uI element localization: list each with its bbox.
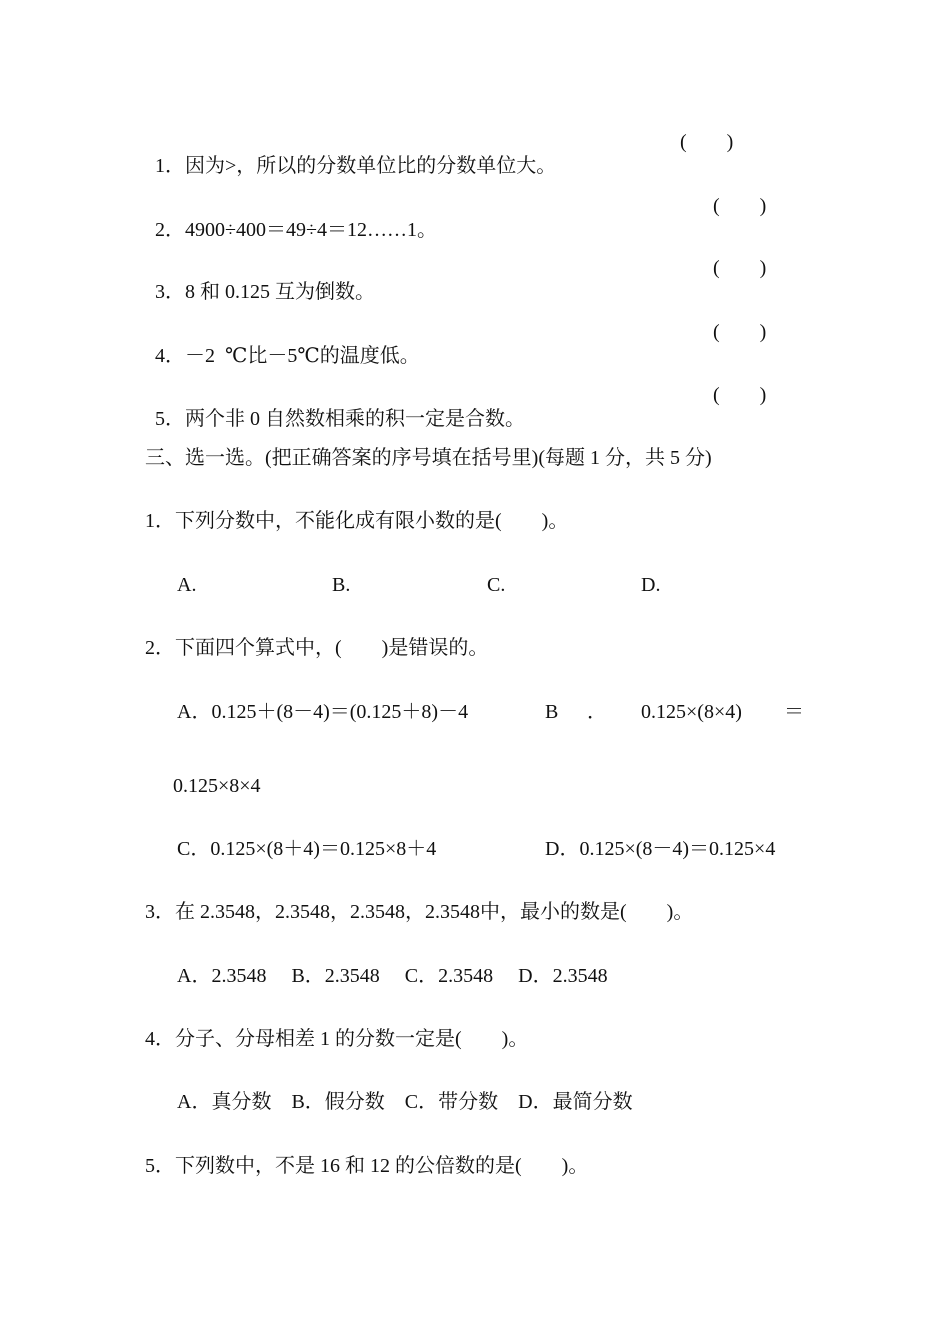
judge-text: 两个非 0 自然数相乘的积一定是合数。 <box>185 408 525 430</box>
answer-blank-5[interactable]: ( ) <box>713 384 767 406</box>
answer-blank-3[interactable]: ( ) <box>713 257 767 279</box>
judge-number: 1． <box>155 155 185 177</box>
judge-text: 8 和 0.125 互为倒数。 <box>185 281 375 303</box>
q4-options[interactable]: A．真分数 B．假分数 C．带分数 D．最简分数 <box>177 1091 633 1113</box>
question-1-stem: 1．下列分数中，不能化成有限小数的是( )。 <box>145 510 569 532</box>
judge-item-4 <box>145 320 420 368</box>
judge-number: 3． <box>155 281 185 303</box>
q2-option-b-letter[interactable]: B <box>545 701 559 723</box>
question-4-stem: 4．分子、分母相差 1 的分数一定是( )。 <box>145 1028 529 1050</box>
judge-item-3 <box>145 256 375 304</box>
q2-option-b-continued: 0.125×8×4 <box>173 775 261 797</box>
q1-option-a[interactable]: A. <box>177 574 197 596</box>
judge-number: 2． <box>155 219 185 241</box>
judge-item-2 <box>145 194 437 242</box>
answer-blank-1[interactable]: ( ) <box>680 131 734 153</box>
judge-number: 5． <box>155 408 185 430</box>
q2-option-b-equals: ＝ <box>784 701 804 723</box>
q2-option-b-dot: ． <box>587 701 607 723</box>
q1-option-b[interactable]: B. <box>332 574 351 596</box>
section-heading: 三、选一选。(把正确答案的序号填在括号里)(每题 1 分，共 5 分) <box>145 447 712 469</box>
judge-text: 因为>，所以的分数单位比的分数单位大。 <box>185 155 557 177</box>
q2-option-d[interactable]: D．0.125×(8－4)＝0.125×4 <box>545 838 776 860</box>
judge-text: 4900÷400＝49÷4＝12……1。 <box>185 219 437 241</box>
q3-options[interactable]: A．2.3548 B．2.3548 C．2.3548 D．2.3548 <box>177 965 608 987</box>
q2-option-a[interactable]: A．0.125＋(8－4)＝(0.125＋8)－4 <box>177 701 469 723</box>
q2-option-c[interactable]: C．0.125×(8＋4)＝0.125×8＋4 <box>177 838 437 860</box>
question-5-stem: 5．下列数中，不是 16 和 12 的公倍数的是( )。 <box>145 1155 589 1177</box>
judge-text: －2 ℃比－5℃的温度低。 <box>185 345 420 367</box>
answer-blank-2[interactable]: ( ) <box>713 195 767 217</box>
question-2-stem: 2．下面四个算式中，( )是错误的。 <box>145 637 489 659</box>
q1-option-d[interactable]: D. <box>641 574 661 596</box>
q1-option-c[interactable]: C. <box>487 574 506 596</box>
judge-item-1 <box>145 130 556 178</box>
judge-number: 4． <box>155 345 185 367</box>
q2-option-b-expr: 0.125×(8×4) <box>641 701 742 723</box>
judge-item-5 <box>145 383 525 431</box>
answer-blank-4[interactable]: ( ) <box>713 321 767 343</box>
question-3-stem: 3．在 2.3548，2.3548，2.3548，2.3548中，最小的数是( )。 <box>145 901 694 923</box>
